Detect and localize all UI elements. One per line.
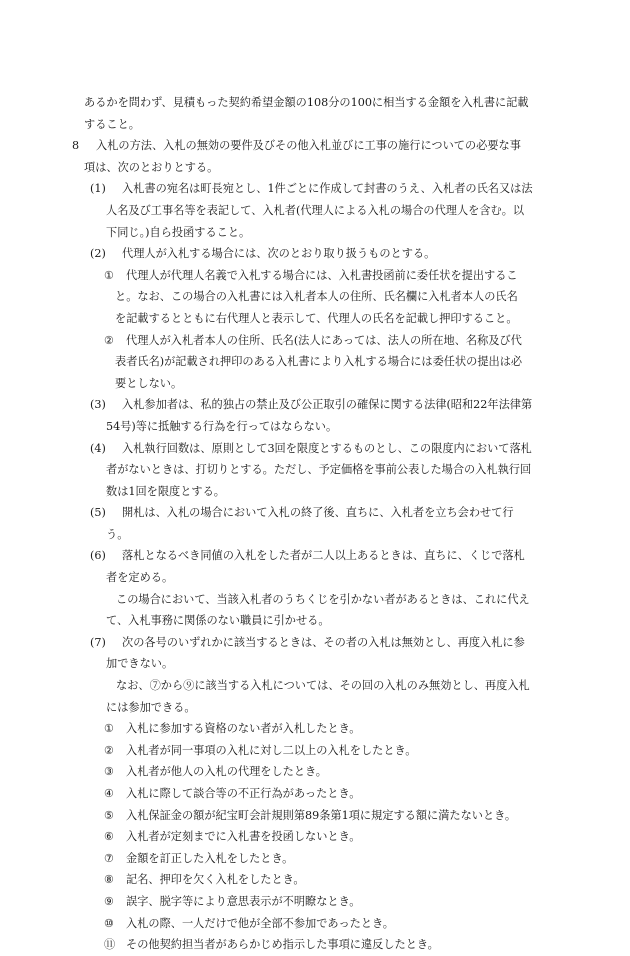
subitem-text: 表者氏名)が記載され押印のある入札書により入札する場合には委任状の提出は必 (115, 355, 523, 369)
list-item-number: ⑤ (104, 808, 115, 822)
subitem-2-1-wrap (0, 286, 580, 308)
paragraph-7 (0, 632, 580, 654)
section-8-wrap (0, 157, 580, 179)
paragraph-6-wrap (0, 610, 580, 632)
list-item (0, 913, 580, 935)
paragraph-number: (3) (90, 398, 106, 412)
subitem-2-2 (0, 330, 580, 352)
paragraph-number: (6) (90, 549, 106, 563)
paragraph-number: (4) (90, 441, 106, 455)
paragraph-6-wrap (0, 567, 580, 589)
subitem-2-1-wrap (0, 308, 580, 330)
list-item (0, 805, 580, 827)
paragraph-text: 下同じ。)自ら投函すること。 (106, 225, 251, 239)
list-item (0, 848, 580, 870)
paragraph-7-continued (0, 675, 580, 697)
paragraph-6 (0, 545, 580, 567)
paragraph-text: 入札書の宛名は町長宛とし、1件ごとに作成して封書のうえ、入札者の氏名又は法 (122, 182, 533, 196)
list-item-number: ⑦ (104, 851, 115, 865)
subitem-2-1 (0, 265, 580, 287)
list-item-text: 誤字、脱字等により意思表示が不明瞭なとき。 (126, 894, 361, 908)
paragraph-text: この場合において、当該入札者のうちくじを引かない者があるときは、これに代え (116, 592, 530, 606)
paragraph-text: には参加できる。 (106, 700, 196, 714)
paragraph-text: 次の各号のいずれかに該当するときは、その者の入札は無効とし、再度入札に参 (122, 635, 525, 649)
continuation-line (0, 114, 580, 136)
section-8-heading (0, 135, 580, 157)
subitem-2-2-wrap (0, 351, 580, 373)
section-number: 8 (72, 139, 80, 153)
list-item (0, 826, 580, 848)
paragraph-5-wrap (0, 524, 580, 546)
paragraph-text: 人名及び工事名等を表記して、入札者(代理人による入札の場合の代理人を含む。以 (106, 203, 525, 217)
list-item (0, 934, 580, 956)
subitem-number: ② (104, 333, 115, 347)
list-item-number: ⑥ (104, 830, 115, 844)
list-item-number: ④ (104, 787, 115, 800)
paragraph-4 (0, 438, 580, 460)
list-item-text: 入札者が定刻までに入札書を投函しないとき。 (126, 830, 361, 844)
paragraph-text: 加できない。 (106, 657, 174, 671)
paragraph-text: 者を定める。 (106, 571, 174, 585)
paragraph-text: 入札執行回数は、原則として3回を限度とするものとし、この限度内において落札 (122, 441, 532, 455)
list-item-text: 入札に参加する資格のない者が入札したとき。 (126, 722, 361, 736)
paragraph-4-wrap (0, 459, 580, 481)
list-item (0, 718, 580, 740)
paragraph-1 (0, 178, 580, 200)
paragraph-1-wrap (0, 222, 580, 244)
paragraph-2 (0, 243, 580, 265)
list-item-number: ⑧ (104, 873, 115, 887)
list-item (0, 891, 580, 913)
paragraph-number: (7) (90, 635, 106, 649)
paragraph-text: う。 (106, 527, 129, 541)
paragraph-text: 落札となるべき同値の入札をした者が二人以上あるときは、直ちに、くじで落札 (122, 549, 525, 563)
paragraph-7-wrap (0, 653, 580, 675)
list-item-text: その他契約担当者があらかじめ指示した事項に違反したとき。 (126, 938, 439, 952)
list-item-text: 入札の際、一人だけで他が全部不参加であったとき。 (126, 916, 394, 930)
subitem-text: と。なお、この場合の入札書には入札者本人の住所、氏名欄に入札者本人の氏名 (115, 290, 518, 304)
line-text: あるかを問わず、見積もった契約希望金額の108分の100に相当する金額を入札書に記載 (84, 96, 529, 109)
list-item-text: 記名、押印を欠く入札をしたとき。 (126, 873, 305, 887)
list-item-text: 入札者が同一事項の入札に対し二以上の入札をしたとき。 (126, 743, 417, 757)
list-item-text: 金額を訂正した入札をしたとき。 (126, 851, 294, 865)
list-item-number: ① (104, 722, 115, 736)
subitem-text: を記載するとともに右代理人と表示して、代理人の氏名を記載し押印すること。 (115, 311, 518, 325)
subitem-number: ① (104, 268, 115, 282)
list-item-text: 入札者が他人の入札の代理をしたとき。 (126, 765, 327, 779)
subitem-2-2-wrap (0, 373, 580, 395)
list-item (0, 869, 580, 891)
continuation-line (0, 92, 580, 114)
paragraph-6-continued (0, 589, 580, 611)
paragraph-text: 数は1回を限度とする。 (106, 484, 225, 498)
list-item (0, 783, 580, 805)
paragraph-3 (0, 394, 580, 416)
paragraph-3-wrap (0, 416, 580, 438)
paragraph-1-wrap (0, 200, 580, 222)
paragraph-number: (5) (90, 506, 106, 520)
list-item-number: ⑪ (104, 938, 116, 952)
subitem-text: 代理人が入札者本人の住所、氏名(法人にあっては、法人の所在地、名称及び代 (126, 333, 522, 347)
list-item (0, 761, 580, 783)
paragraph-7-wrap (0, 697, 580, 719)
paragraph-text: 者がないときは、打切りとする。ただし、予定価格を事前公表した場合の入札執行回 (106, 463, 532, 477)
paragraph-text: 54号)等に抵触する行為を行ってはならない。 (106, 419, 338, 433)
paragraph-text: 入札参加者は、私的独占の禁止及び公正取引の確保に関する法律(昭和22年法律第 (122, 398, 533, 412)
list-item-number: ③ (104, 765, 115, 779)
list-item-number: ② (104, 743, 115, 757)
list-item-text: 入札保証金の額が紀宝町会計規則第89条第1項に規定する額に満たないとき。 (126, 808, 517, 822)
list-item-number: ⑨ (104, 894, 115, 908)
subitem-text: 代理人が代理人名義で入札する場合には、入札書投函前に委任状を提出するこ (126, 268, 518, 282)
paragraph-5 (0, 502, 580, 524)
paragraph-number: (2) (90, 247, 106, 261)
paragraph-number: (1) (90, 182, 106, 196)
paragraph-text: 代理人が入札する場合には、次のとおり取り扱うものとする。 (122, 247, 436, 261)
list-item-number: ⑩ (104, 916, 115, 930)
paragraph-text: て、入札事務に関係のない職員に引かせる。 (106, 614, 330, 628)
paragraph-text: 開札は、入札の場合において入札の終了後、直ちに、入札者を立ち会わせて行 (122, 506, 514, 520)
list-item-text: 入札に際して談合等の不正行為があったとき。 (126, 787, 361, 800)
section-text: 項は、次のとおりとする。 (84, 160, 219, 174)
line-text: すること。 (84, 117, 140, 131)
section-text: 入札の方法、入札の無効の要件及びその他入札並びに工事の施行についての必要な事 (96, 139, 521, 153)
paragraph-text: なお、⑦から⑨に該当する入札については、その回の入札のみ無効とし、再度入札 (116, 679, 530, 693)
paragraph-4-wrap (0, 481, 580, 503)
list-item (0, 740, 580, 762)
subitem-text: 要としない。 (115, 376, 183, 390)
